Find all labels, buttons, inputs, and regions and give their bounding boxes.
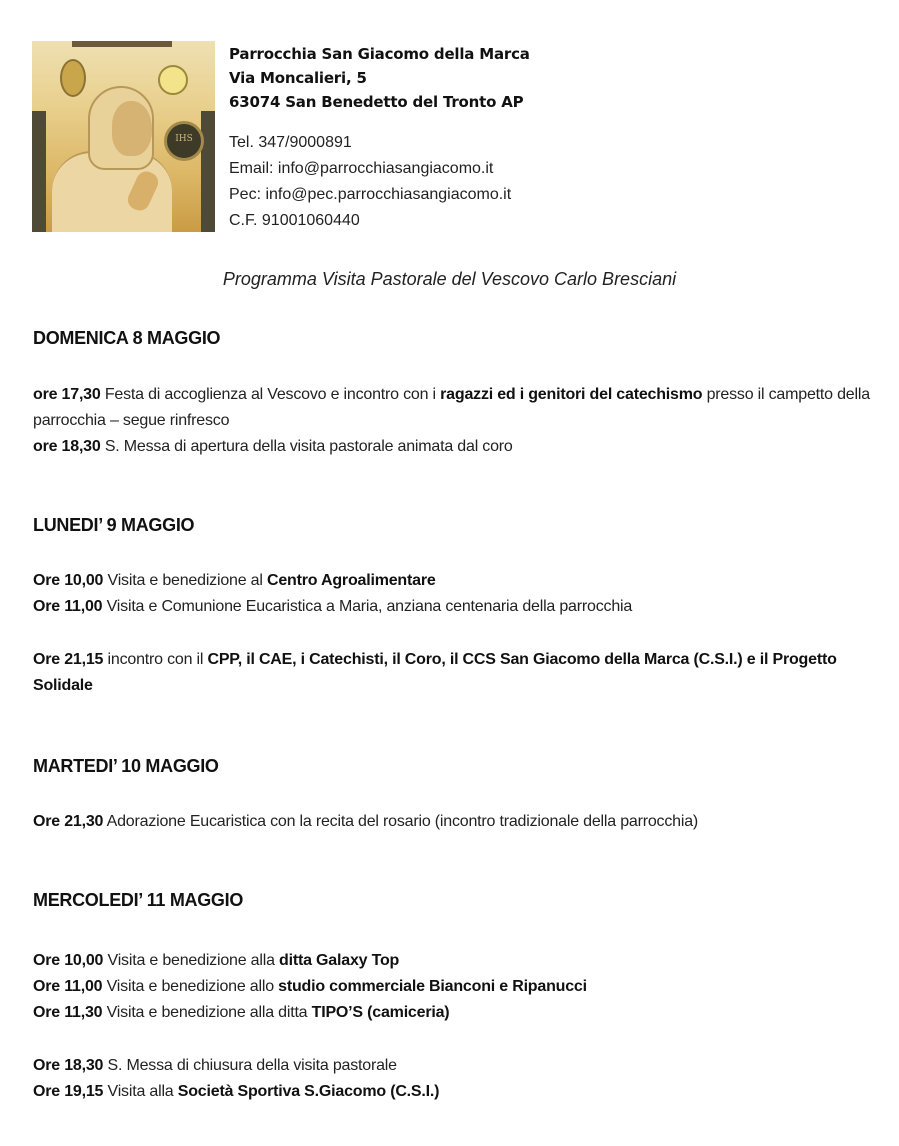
portrait-frame <box>72 41 172 47</box>
event-text: Adorazione Eucaristica con la recita del rosario (incontro tradizionale della parrocchia) <box>103 813 699 830</box>
event-time: Ore 11,00 <box>33 978 103 995</box>
event-time: Ore 11,00 <box>33 598 103 615</box>
fiscal-code: C.F. 91001060440 <box>229 212 360 229</box>
portrait-fruit <box>158 65 188 95</box>
event-time: Ore 10,00 <box>33 952 104 969</box>
event-text: S. Messa di apertura della visita pastorale animata dal coro <box>100 438 513 455</box>
phone: Tel. 347/9000891 <box>229 134 352 151</box>
contact-block <box>229 130 530 234</box>
email: Email: info@parrocchiasangiacomo.it <box>229 160 494 177</box>
event-text: incontro con il <box>103 651 208 668</box>
day-heading: MERCOLEDI’ 11 MAGGIO <box>33 890 244 910</box>
event-text: Festa di accoglienza al Vescovo e incontro con i <box>100 386 441 403</box>
event-line <box>33 974 587 1000</box>
event-line <box>33 647 873 699</box>
event-line <box>33 382 873 434</box>
event-text: presso il campetto della parrocchia – segue rinfresco <box>33 386 870 429</box>
event-highlight: CPP, il CAE, i Catechisti, il Coro, il CCS San Giacomo della Marca (C.S.I.) e il Progetto Solidale <box>33 651 837 694</box>
ihs-medal-icon <box>164 121 204 161</box>
pec-email: Pec: info@pec.parrocchiasangiacomo.it <box>229 186 512 203</box>
event-highlight: ditta Galaxy Top <box>279 952 400 969</box>
event-time: Ore 10,00 <box>33 572 104 589</box>
event-line <box>33 948 399 974</box>
event-text: Visita e Comunione Eucaristica a Maria, anziana centenaria della parrocchia <box>102 598 633 615</box>
portrait-fruit <box>60 59 86 97</box>
event-highlight: Centro Agroalimentare <box>266 572 436 589</box>
event-highlight: TIPO’S (camiceria) <box>311 1004 450 1021</box>
day-heading: MARTEDI’ 10 MAGGIO <box>33 756 219 776</box>
event-time: Ore 21,15 <box>33 651 104 668</box>
event-highlight: studio commerciale Bianconi e Ripanucci <box>278 978 587 995</box>
event-line <box>33 594 632 620</box>
event-line <box>33 809 698 835</box>
address-line-2: 63074 San Benedetto del Tronto AP <box>229 93 524 111</box>
portrait-arch-left <box>32 111 46 232</box>
saint-portrait-image <box>32 41 215 232</box>
portrait-arch-right <box>201 111 215 232</box>
event-text: Visita alla <box>103 1083 178 1100</box>
event-text: S. Messa di chiusura della visita pastorale <box>103 1057 397 1074</box>
event-time: Ore 11,30 <box>33 1004 103 1021</box>
program-title: Programma Visita Pastorale del Vescovo Carlo Bresciani <box>222 269 677 289</box>
event-time: Ore 21,30 <box>33 813 104 830</box>
address-line-1: Via Moncalieri, 5 <box>229 69 367 87</box>
event-line <box>33 568 436 594</box>
portrait-face <box>112 101 152 156</box>
day-heading: DOMENICA 8 MAGGIO <box>33 328 221 348</box>
event-line <box>33 1053 397 1079</box>
event-time: ore 18,30 <box>33 438 101 455</box>
event-time: Ore 19,15 <box>33 1083 104 1100</box>
letterhead <box>229 42 530 234</box>
event-line <box>33 1000 449 1026</box>
day-heading: LUNEDI’ 9 MAGGIO <box>33 515 195 535</box>
event-text: Visita e benedizione allo <box>102 978 279 995</box>
event-time: Ore 18,30 <box>33 1057 104 1074</box>
org-name: Parrocchia San Giacomo della Marca <box>229 45 530 63</box>
event-text: Visita e benedizione alla ditta <box>102 1004 312 1021</box>
event-text: Visita e benedizione alla <box>103 952 280 969</box>
event-line <box>33 1079 439 1105</box>
event-highlight: Società Sportiva S.Giacomo (C.S.I.) <box>177 1083 440 1100</box>
event-time: ore 17,30 <box>33 386 101 403</box>
event-highlight: ragazzi ed i genitori del catechismo <box>440 386 703 403</box>
event-line <box>33 434 513 460</box>
event-text: Visita e benedizione al <box>103 572 267 589</box>
